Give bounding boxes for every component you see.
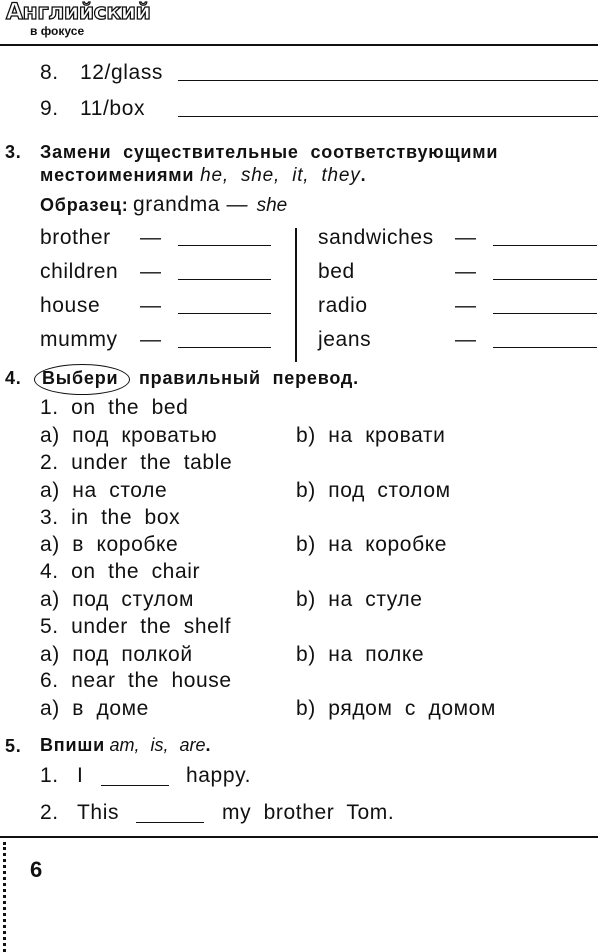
ex3-right-word: sandwiches [318,226,434,249]
footer-rule [0,836,598,838]
ex5-number: 5. [5,736,22,756]
ex3-left-answer-line[interactable] [178,279,271,280]
ex4-question: 5. under the shelf [40,615,232,638]
ex3-left-word: brother [40,226,111,249]
ex5-item-number: 1. [40,764,59,787]
ex5-words: am, is, are [109,735,206,755]
ex3-right-dash: — [455,226,477,249]
sample-answer: she [256,195,288,216]
ex4-circled-word: Выбери [42,368,119,388]
ex4-option-b[interactable]: b) на кровати [296,424,446,447]
ex5-item-after: happy. [186,764,252,787]
ex3-instruction-line2 [40,165,366,187]
ex4-option-b[interactable]: b) на полке [296,643,425,666]
ex4-option-b[interactable]: b) рядом с домом [296,697,496,720]
ex4-question: 2. under the table [40,451,233,474]
dotted-margin [3,842,6,952]
ex3-right-dash: — [455,260,477,283]
ex4-option-b[interactable]: b) на коробке [296,533,448,556]
ex3-left-answer-line[interactable] [178,347,271,348]
column-divider [295,228,297,362]
item-8-number: 8. [40,61,59,84]
ex4-question: 1. on the bed [40,396,189,419]
page-number: 6 [30,857,43,882]
ex3-left-dash: — [140,328,162,351]
ex3-instruction-line1: Замени существительные соответствующими [40,142,499,162]
ex3-pronouns: he, she, it, they [200,165,361,186]
ex5-instruction [40,735,211,756]
sample-label: Образец: [40,195,129,215]
ex3-right-word: bed [318,260,355,283]
logo-title: Английский [6,0,151,25]
ex3-bold-text: местоимениями [40,165,195,185]
ex4-option-a[interactable]: a) в коробке [40,533,179,556]
ex5-item-number: 2. [40,801,59,824]
ex3-right-word: radio [318,294,368,317]
ex4-question: 4. on the chair [40,560,201,583]
ex3-period: . [360,165,367,185]
ex3-left-word: mummy [40,328,118,351]
ex5-period: . [205,735,212,755]
ex3-left-answer-line[interactable] [178,313,271,314]
ex4-question: 6. near the house [40,669,232,692]
ex4-option-a[interactable]: a) под полкой [40,643,193,666]
ex3-right-answer-line[interactable] [493,279,597,280]
ex3-right-answer-line[interactable] [493,313,597,314]
ex3-left-dash: — [140,260,162,283]
ex5-item-after: my brother Tom. [222,801,395,824]
item-9-text: 11/box [80,97,146,120]
ex5-answer-line[interactable] [136,822,204,823]
header-rule [0,44,598,46]
item-8-text: 12/glass [80,61,164,84]
ex3-right-word: jeans [318,328,372,351]
ex4-question: 3. in the box [40,506,181,529]
ex4-option-b[interactable]: b) на стуле [296,588,423,611]
item-8-answer-line[interactable] [178,80,598,81]
ex4-option-b[interactable]: b) под столом [296,479,451,502]
sample-word: grandma — [132,193,249,216]
ex3-right-answer-line[interactable] [493,347,597,348]
ex3-right-dash: — [455,294,477,317]
ex4-option-a[interactable]: a) под кроватью [40,424,218,447]
ex4-option-a[interactable]: a) под стулом [40,588,194,611]
ex3-left-word: house [40,294,101,317]
ex5-item-before: This [77,801,120,824]
ex5-item-before: I [77,764,84,787]
ex3-left-dash: — [140,226,162,249]
ex3-left-word: children [40,260,119,283]
ex3-number: 3. [5,142,22,162]
logo-subtitle: в фокусе [30,24,85,38]
ex3-left-answer-line[interactable] [178,245,271,246]
ex3-sample [40,193,287,217]
ex3-left-dash: — [140,294,162,317]
item-9-number: 9. [40,97,59,120]
ex4-number: 4. [5,368,22,388]
item-9-answer-line[interactable] [178,116,598,117]
ex5-answer-line[interactable] [101,785,169,786]
ex4-option-a[interactable]: a) в доме [40,697,149,720]
ex4-option-a[interactable]: a) на столе [40,479,168,502]
ex3-right-dash: — [455,328,477,351]
ex4-instruction: правильный перевод. [139,368,359,388]
ex3-right-answer-line[interactable] [493,245,597,246]
ex5-label: Впиши [40,735,106,755]
